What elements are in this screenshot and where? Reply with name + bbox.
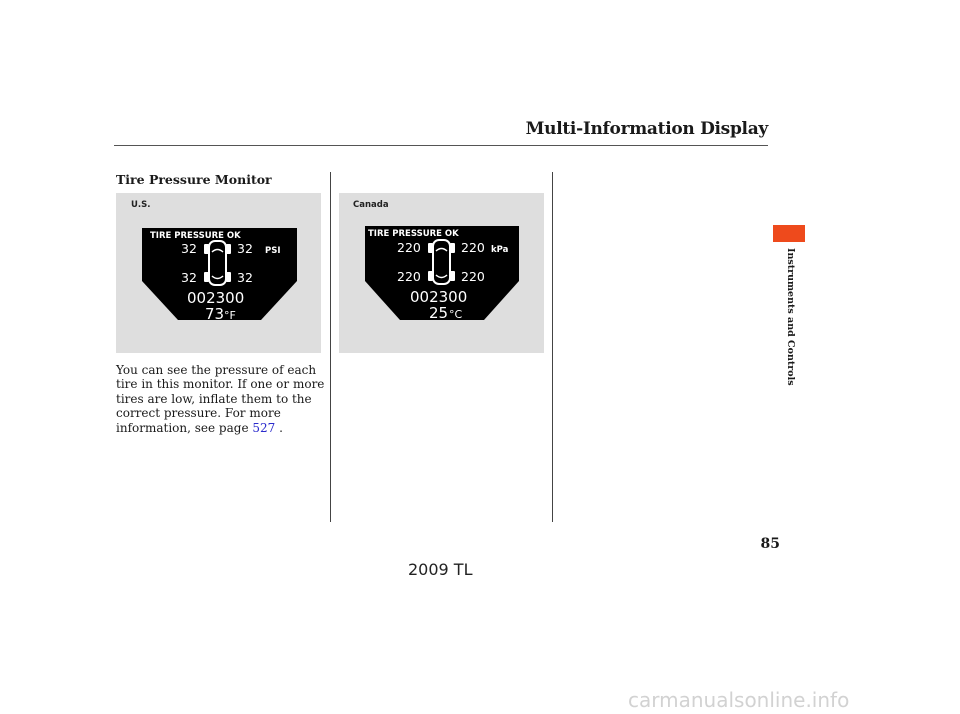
body-text: You can see the pressure of each tire in this monitor. If one or more tires are low, inflate them to the correct pressure. For more information, see page: [116, 363, 325, 435]
canada-pressure-rear-right: 220: [461, 269, 485, 284]
us-status-text: TIRE PRESSURE OK: [150, 231, 241, 241]
canada-unit-label: kPa: [491, 245, 509, 255]
footer-model: 2009 TL: [408, 560, 473, 579]
us-panel-label: U.S.: [131, 200, 151, 210]
us-unit-label: PSI: [265, 246, 281, 256]
canada-temperature: 25: [429, 304, 449, 322]
us-pressure-front-left: 32: [181, 241, 197, 256]
us-pressure-front-right: 32: [237, 241, 253, 256]
us-odometer: 002300: [187, 289, 245, 307]
side-section-label: [784, 248, 798, 386]
canada-pressure-rear-left: 220: [397, 269, 421, 284]
watermark: carmanualsonline.info: [628, 688, 850, 712]
section-tab-marker: [773, 225, 805, 242]
canada-panel-label: Canada: [353, 200, 389, 210]
canada-odometer: 002300: [410, 288, 468, 306]
canada-lcd-display: [365, 226, 519, 322]
us-lcd-display: [142, 228, 297, 323]
page-header-title: Multi-Information Display: [525, 119, 768, 139]
canada-temperature-unit: °C: [449, 308, 463, 321]
us-pressure-rear-right: 32: [237, 270, 253, 285]
page-reference-link[interactable]: 527: [252, 420, 276, 435]
side-section-label-text: Instruments and Controls: [785, 248, 796, 386]
us-temperature-unit: °F: [224, 309, 236, 322]
section-title: Tire Pressure Monitor: [116, 172, 272, 187]
canada-pressure-front-right: 220: [461, 240, 485, 255]
body-text-suffix: .: [275, 420, 283, 435]
canada-pressure-front-left: 220: [397, 240, 421, 255]
page-number: 85: [760, 536, 780, 552]
body-paragraph: [116, 363, 328, 435]
us-temperature: 73: [205, 305, 225, 323]
us-pressure-rear-left: 32: [181, 270, 197, 285]
canada-status-text: TIRE PRESSURE OK: [368, 229, 459, 239]
